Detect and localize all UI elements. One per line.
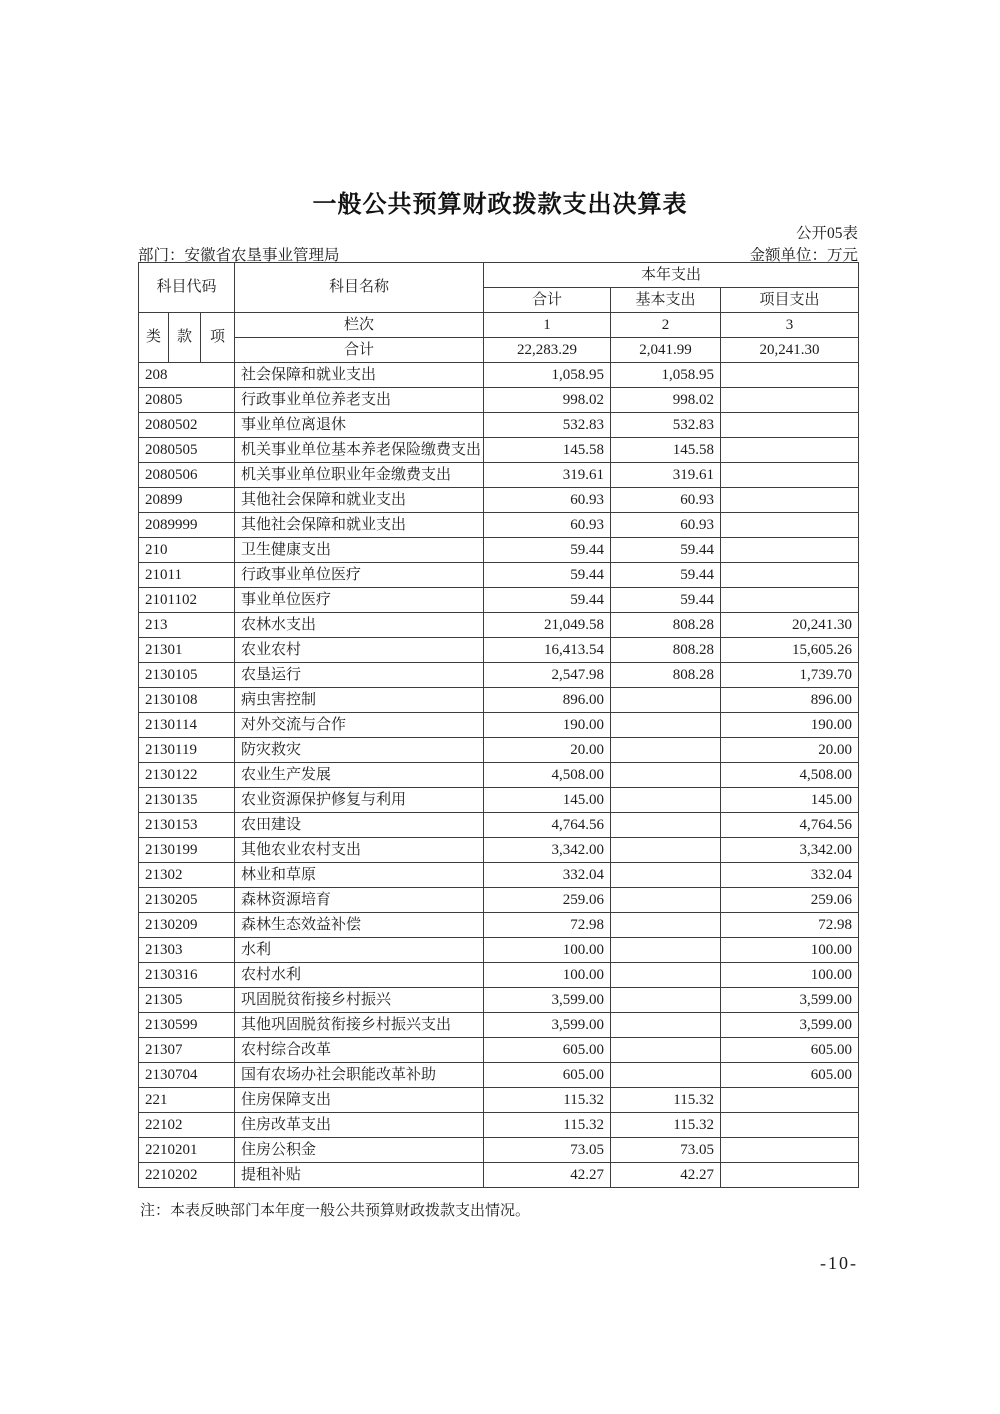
total-cell: 60.93 <box>484 488 611 513</box>
table-row <box>139 563 859 588</box>
table-row <box>139 713 859 738</box>
project-expenditure-cell <box>721 513 859 538</box>
table-row <box>139 788 859 813</box>
project-expenditure-cell <box>721 1138 859 1163</box>
subject-name-cell: 其他农业农村支出 <box>235 838 484 863</box>
subject-name-cell: 农业农村 <box>235 638 484 663</box>
total-cell: 332.04 <box>484 863 611 888</box>
table-row <box>139 738 859 763</box>
project-expenditure-cell: 145.00 <box>721 788 859 813</box>
total-cell: 16,413.54 <box>484 638 611 663</box>
subject-code-cell: 21301 <box>139 638 235 663</box>
basic-expenditure-cell <box>611 938 721 963</box>
project-expenditure-cell <box>721 563 859 588</box>
basic-expenditure-cell <box>611 863 721 888</box>
subject-code-cell: 2130119 <box>139 738 235 763</box>
project-expenditure-cell: 100.00 <box>721 938 859 963</box>
total-cell: 605.00 <box>484 1063 611 1088</box>
subject-name-cell: 住房公积金 <box>235 1138 484 1163</box>
table-row <box>139 913 859 938</box>
basic-expenditure-cell <box>611 763 721 788</box>
project-expenditure-cell <box>721 413 859 438</box>
subject-code-cell: 20899 <box>139 488 235 513</box>
project-expenditure-cell: 4,508.00 <box>721 763 859 788</box>
basic-expenditure-cell <box>611 738 721 763</box>
table-row <box>139 363 859 388</box>
total-cell: 100.00 <box>484 938 611 963</box>
unit-label: 金额单位：万元 <box>749 247 858 264</box>
subject-code-cell: 22102 <box>139 1113 235 1138</box>
project-expenditure-cell <box>721 538 859 563</box>
total-cell: 59.44 <box>484 588 611 613</box>
subject-name-cell: 病虫害控制 <box>235 688 484 713</box>
table-row <box>139 1013 859 1038</box>
subject-name-cell: 农村综合改革 <box>235 1038 484 1063</box>
basic-expenditure-cell: 319.61 <box>611 463 721 488</box>
project-expenditure-cell: 3,599.00 <box>721 1013 859 1038</box>
subject-code-cell: 20805 <box>139 388 235 413</box>
project-expenditure-cell <box>721 1088 859 1113</box>
basic-expenditure-cell <box>611 963 721 988</box>
table-row <box>139 1113 859 1138</box>
subject-code-cell: 210 <box>139 538 235 563</box>
form-number-label: 公开05表 <box>795 225 858 242</box>
total-cell: 1,058.95 <box>484 363 611 388</box>
project-expenditure-cell: 190.00 <box>721 713 859 738</box>
table-row <box>139 988 859 1013</box>
total-cell: 190.00 <box>484 713 611 738</box>
project-expenditure-cell <box>721 488 859 513</box>
project-expenditure-cell: 1,739.70 <box>721 663 859 688</box>
subject-code-cell: 2089999 <box>139 513 235 538</box>
subject-code-cell: 21305 <box>139 988 235 1013</box>
table-row <box>139 638 859 663</box>
basic-expenditure-cell <box>611 1038 721 1063</box>
basic-expenditure-cell: 998.02 <box>611 388 721 413</box>
table-row <box>139 1138 859 1163</box>
subject-name-cell: 机关事业单位基本养老保险缴费支出 <box>235 438 484 463</box>
total-cell: 59.44 <box>484 563 611 588</box>
project-expenditure-cell: 4,764.56 <box>721 813 859 838</box>
table-row <box>139 813 859 838</box>
project-expenditure-cell <box>721 588 859 613</box>
subject-name-cell: 森林资源培育 <box>235 888 484 913</box>
basic-expenditure-cell: 808.28 <box>611 613 721 638</box>
project-expenditure-cell <box>721 388 859 413</box>
basic-expenditure-cell: 532.83 <box>611 413 721 438</box>
subject-name-cell: 森林生态效益补偿 <box>235 913 484 938</box>
total-cell: 21,049.58 <box>484 613 611 638</box>
total-cell: 4,764.56 <box>484 813 611 838</box>
total-cell: 115.32 <box>484 1113 611 1138</box>
total-cell: 319.61 <box>484 463 611 488</box>
header-class: 类 <box>139 313 169 363</box>
header-section: 款 <box>169 313 201 363</box>
subject-code-cell: 21011 <box>139 563 235 588</box>
subject-name-cell: 国有农场办社会职能改革补助 <box>235 1063 484 1088</box>
basic-expenditure-cell <box>611 988 721 1013</box>
grand-total-row <box>139 338 859 363</box>
header-current-year: 本年支出 <box>484 263 859 288</box>
subject-name-cell: 提租补贴 <box>235 1163 484 1188</box>
table-note: 注：本表反映部门本年度一般公共预算财政拨款支出情况。 <box>140 1203 531 1219</box>
subject-name-cell: 社会保障和就业支出 <box>235 363 484 388</box>
subject-name-cell: 住房保障支出 <box>235 1088 484 1113</box>
subject-code-cell: 2130135 <box>139 788 235 813</box>
subject-name-cell: 林业和草原 <box>235 863 484 888</box>
project-expenditure-cell <box>721 1163 859 1188</box>
table-row <box>139 613 859 638</box>
subject-name-cell: 防灾救灾 <box>235 738 484 763</box>
project-expenditure-cell: 100.00 <box>721 963 859 988</box>
total-cell: 3,342.00 <box>484 838 611 863</box>
basic-expenditure-cell <box>611 688 721 713</box>
subject-code-cell: 2210202 <box>139 1163 235 1188</box>
project-expenditure-cell: 605.00 <box>721 1038 859 1063</box>
project-expenditure-cell: 20.00 <box>721 738 859 763</box>
table-row <box>139 463 859 488</box>
subject-name-cell: 农业生产发展 <box>235 763 484 788</box>
basic-expenditure-cell: 42.27 <box>611 1163 721 1188</box>
total-cell: 73.05 <box>484 1138 611 1163</box>
subject-code-cell: 2080506 <box>139 463 235 488</box>
subject-name-cell: 农垦运行 <box>235 663 484 688</box>
table-header <box>139 263 859 363</box>
subject-code-cell: 208 <box>139 363 235 388</box>
table-row <box>139 938 859 963</box>
subject-name-cell: 巩固脱贫衔接乡村振兴 <box>235 988 484 1013</box>
total-cell: 605.00 <box>484 1038 611 1063</box>
total-cell: 4,508.00 <box>484 763 611 788</box>
header-col-1: 1 <box>484 313 611 338</box>
basic-expenditure-cell <box>611 913 721 938</box>
table-row <box>139 438 859 463</box>
subject-name-cell: 卫生健康支出 <box>235 538 484 563</box>
table-row <box>139 513 859 538</box>
table-row <box>139 688 859 713</box>
total-cell: 100.00 <box>484 963 611 988</box>
subject-code-cell: 2130108 <box>139 688 235 713</box>
subject-name-cell: 农田建设 <box>235 813 484 838</box>
grand-total-total: 22,283.29 <box>484 338 611 363</box>
page-number: -10- <box>820 1253 858 1273</box>
table-row <box>139 538 859 563</box>
subject-name-cell: 其他社会保障和就业支出 <box>235 488 484 513</box>
subject-code-cell: 2130153 <box>139 813 235 838</box>
table-row <box>139 388 859 413</box>
subject-code-cell: 2130209 <box>139 913 235 938</box>
project-expenditure-cell <box>721 1113 859 1138</box>
project-expenditure-cell: 20,241.30 <box>721 613 859 638</box>
project-expenditure-cell: 72.98 <box>721 913 859 938</box>
basic-expenditure-cell: 1,058.95 <box>611 363 721 388</box>
table-row <box>139 1163 859 1188</box>
header-row-3 <box>139 313 859 338</box>
total-cell: 72.98 <box>484 913 611 938</box>
table-row <box>139 413 859 438</box>
subject-name-cell: 其他巩固脱贫衔接乡村振兴支出 <box>235 1013 484 1038</box>
header-row-1 <box>139 263 859 288</box>
subject-name-cell: 农业资源保护修复与利用 <box>235 788 484 813</box>
table-row <box>139 763 859 788</box>
subject-code-cell: 2130704 <box>139 1063 235 1088</box>
total-cell: 20.00 <box>484 738 611 763</box>
header-col-2: 2 <box>611 313 721 338</box>
expenditure-table <box>138 262 859 1188</box>
subject-code-cell: 2130114 <box>139 713 235 738</box>
total-cell: 42.27 <box>484 1163 611 1188</box>
table-row <box>139 1063 859 1088</box>
total-cell: 532.83 <box>484 413 611 438</box>
basic-expenditure-cell: 73.05 <box>611 1138 721 1163</box>
subject-code-cell: 2080502 <box>139 413 235 438</box>
total-cell: 2,547.98 <box>484 663 611 688</box>
basic-expenditure-cell: 115.32 <box>611 1113 721 1138</box>
table-row <box>139 1088 859 1113</box>
project-expenditure-cell: 3,342.00 <box>721 838 859 863</box>
basic-expenditure-cell: 60.93 <box>611 488 721 513</box>
department-label: 部门：安徽省农垦事业管理局 <box>138 247 340 264</box>
subject-code-cell: 2130205 <box>139 888 235 913</box>
subject-name-cell: 机关事业单位职业年金缴费支出 <box>235 463 484 488</box>
header-col-3: 3 <box>721 313 859 338</box>
basic-expenditure-cell <box>611 1013 721 1038</box>
subject-code-cell: 221 <box>139 1088 235 1113</box>
project-expenditure-cell: 332.04 <box>721 863 859 888</box>
subject-name-cell: 行政事业单位医疗 <box>235 563 484 588</box>
basic-expenditure-cell <box>611 713 721 738</box>
subject-code-cell: 2080505 <box>139 438 235 463</box>
page-title: 一般公共预算财政拨款支出决算表 <box>312 190 688 218</box>
subject-name-cell: 事业单位离退休 <box>235 413 484 438</box>
project-expenditure-cell <box>721 363 859 388</box>
header-column-label: 栏次 <box>235 313 484 338</box>
table-row <box>139 963 859 988</box>
total-cell: 259.06 <box>484 888 611 913</box>
basic-expenditure-cell: 60.93 <box>611 513 721 538</box>
subject-name-cell: 其他社会保障和就业支出 <box>235 513 484 538</box>
basic-expenditure-cell <box>611 813 721 838</box>
subject-code-cell: 2210201 <box>139 1138 235 1163</box>
project-expenditure-cell: 896.00 <box>721 688 859 713</box>
basic-expenditure-cell: 808.28 <box>611 638 721 663</box>
basic-expenditure-cell <box>611 888 721 913</box>
subject-name-cell: 住房改革支出 <box>235 1113 484 1138</box>
subject-code-cell: 213 <box>139 613 235 638</box>
basic-expenditure-cell: 115.32 <box>611 1088 721 1113</box>
subject-code-cell: 21303 <box>139 938 235 963</box>
table-row <box>139 588 859 613</box>
header-total: 合计 <box>484 288 611 313</box>
subject-name-cell: 水利 <box>235 938 484 963</box>
subject-name-cell: 农村水利 <box>235 963 484 988</box>
total-cell: 115.32 <box>484 1088 611 1113</box>
basic-expenditure-cell <box>611 838 721 863</box>
table-row <box>139 1038 859 1063</box>
subject-code-cell: 2130316 <box>139 963 235 988</box>
basic-expenditure-cell: 59.44 <box>611 588 721 613</box>
table-row <box>139 863 859 888</box>
total-cell: 59.44 <box>484 538 611 563</box>
basic-expenditure-cell <box>611 1063 721 1088</box>
table-row <box>139 488 859 513</box>
project-expenditure-cell <box>721 463 859 488</box>
basic-expenditure-cell: 59.44 <box>611 538 721 563</box>
subject-name-cell: 行政事业单位养老支出 <box>235 388 484 413</box>
project-expenditure-cell <box>721 438 859 463</box>
total-cell: 998.02 <box>484 388 611 413</box>
project-expenditure-cell: 3,599.00 <box>721 988 859 1013</box>
subject-code-cell: 21302 <box>139 863 235 888</box>
subject-name-cell: 对外交流与合作 <box>235 713 484 738</box>
total-cell: 60.93 <box>484 513 611 538</box>
table-row <box>139 888 859 913</box>
basic-expenditure-cell: 59.44 <box>611 563 721 588</box>
total-cell: 145.58 <box>484 438 611 463</box>
basic-expenditure-cell <box>611 788 721 813</box>
project-expenditure-cell: 605.00 <box>721 1063 859 1088</box>
table-row <box>139 663 859 688</box>
header-subject-name: 科目名称 <box>235 263 484 313</box>
grand-total-label: 合计 <box>235 338 484 363</box>
total-cell: 145.00 <box>484 788 611 813</box>
subject-name-cell: 事业单位医疗 <box>235 588 484 613</box>
basic-expenditure-cell: 808.28 <box>611 663 721 688</box>
total-cell: 896.00 <box>484 688 611 713</box>
project-expenditure-cell: 15,605.26 <box>721 638 859 663</box>
grand-total-project: 20,241.30 <box>721 338 859 363</box>
total-cell: 3,599.00 <box>484 1013 611 1038</box>
subject-code-cell: 21307 <box>139 1038 235 1063</box>
total-cell: 3,599.00 <box>484 988 611 1013</box>
grand-total-basic: 2,041.99 <box>611 338 721 363</box>
header-item: 项 <box>201 313 235 363</box>
header-project: 项目支出 <box>721 288 859 313</box>
subject-code-cell: 2130105 <box>139 663 235 688</box>
basic-expenditure-cell: 145.58 <box>611 438 721 463</box>
header-subject-code: 科目代码 <box>139 263 235 313</box>
table-body <box>139 363 859 1188</box>
project-expenditure-cell: 259.06 <box>721 888 859 913</box>
subject-code-cell: 2101102 <box>139 588 235 613</box>
subject-name-cell: 农林水支出 <box>235 613 484 638</box>
subject-code-cell: 2130599 <box>139 1013 235 1038</box>
subject-code-cell: 2130199 <box>139 838 235 863</box>
header-basic: 基本支出 <box>611 288 721 313</box>
table-row <box>139 838 859 863</box>
subject-code-cell: 2130122 <box>139 763 235 788</box>
